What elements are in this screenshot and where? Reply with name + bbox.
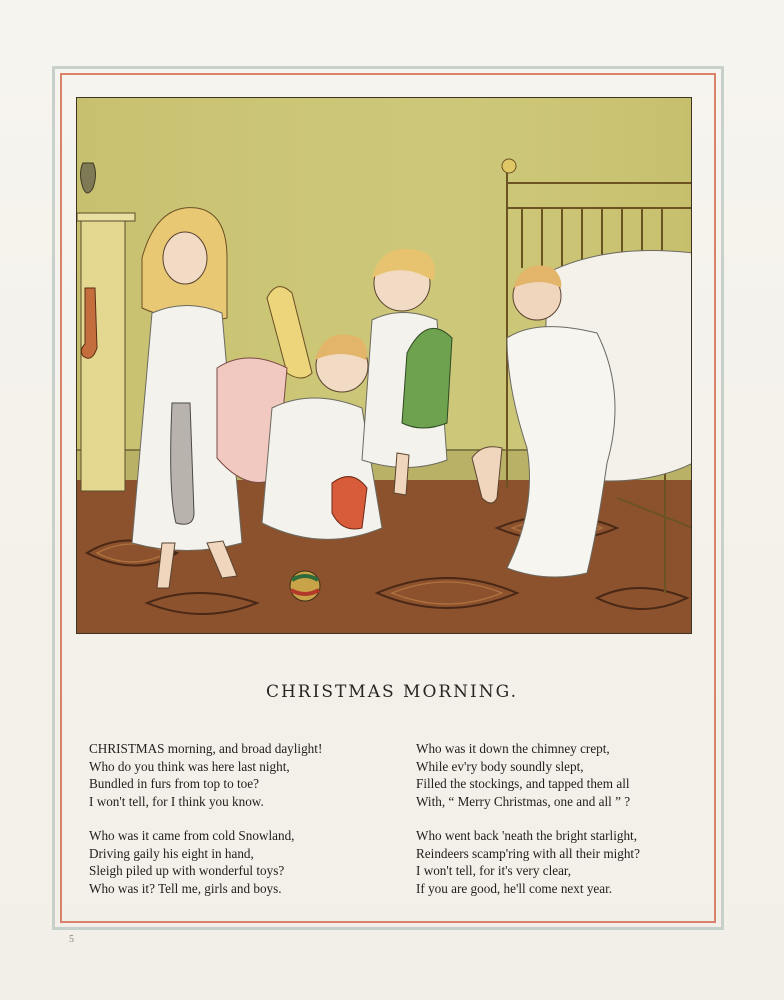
poem-title: CHRISTMAS MORNING.: [265, 682, 519, 702]
poem-line: Driving gaily his eight in hand,: [89, 845, 254, 861]
poem-line: If you are good, he'll come next year.: [416, 880, 613, 896]
poem-line: Bundled in furs from top to toe?: [89, 776, 259, 791]
poem-line: Who was it? Tell me, girls and boys.: [89, 880, 282, 896]
poem-line: I won't tell, for I think you know.: [89, 793, 264, 809]
christmas-morning-illustration: [76, 97, 692, 634]
stanza-4: [416, 827, 736, 897]
poem-line: Who was it came from cold Snowland,: [89, 828, 295, 843]
poem-line: Filled the stockings, and tapped them all: [416, 776, 630, 791]
poem-line: While ev'ry body soundly slept,: [416, 758, 584, 774]
poem-line: Who was it down the chimney crept,: [416, 741, 610, 756]
page-number: 5: [69, 934, 74, 945]
poem-line: With, “ Merry Christmas, one and all ” ?: [416, 793, 631, 809]
poem-line: Sleigh piled up with wonderful toys?: [89, 863, 285, 878]
stanza-3: [416, 740, 736, 810]
poem-line: Who went back 'neath the bright starlight,: [416, 828, 638, 843]
poem-line: CHRISTMAS morning, and broad daylight!: [89, 741, 323, 756]
stanza-1: [89, 740, 409, 810]
poem-right-column: [416, 740, 736, 914]
poem-line: Reindeers scamp'ring with all their might?: [416, 845, 640, 861]
poem-left-column: [89, 740, 409, 914]
poem-line: Who do you think was here last night,: [89, 758, 290, 774]
stanza-2: [89, 827, 409, 897]
poem-line: I won't tell, for it's very clear,: [416, 863, 572, 878]
